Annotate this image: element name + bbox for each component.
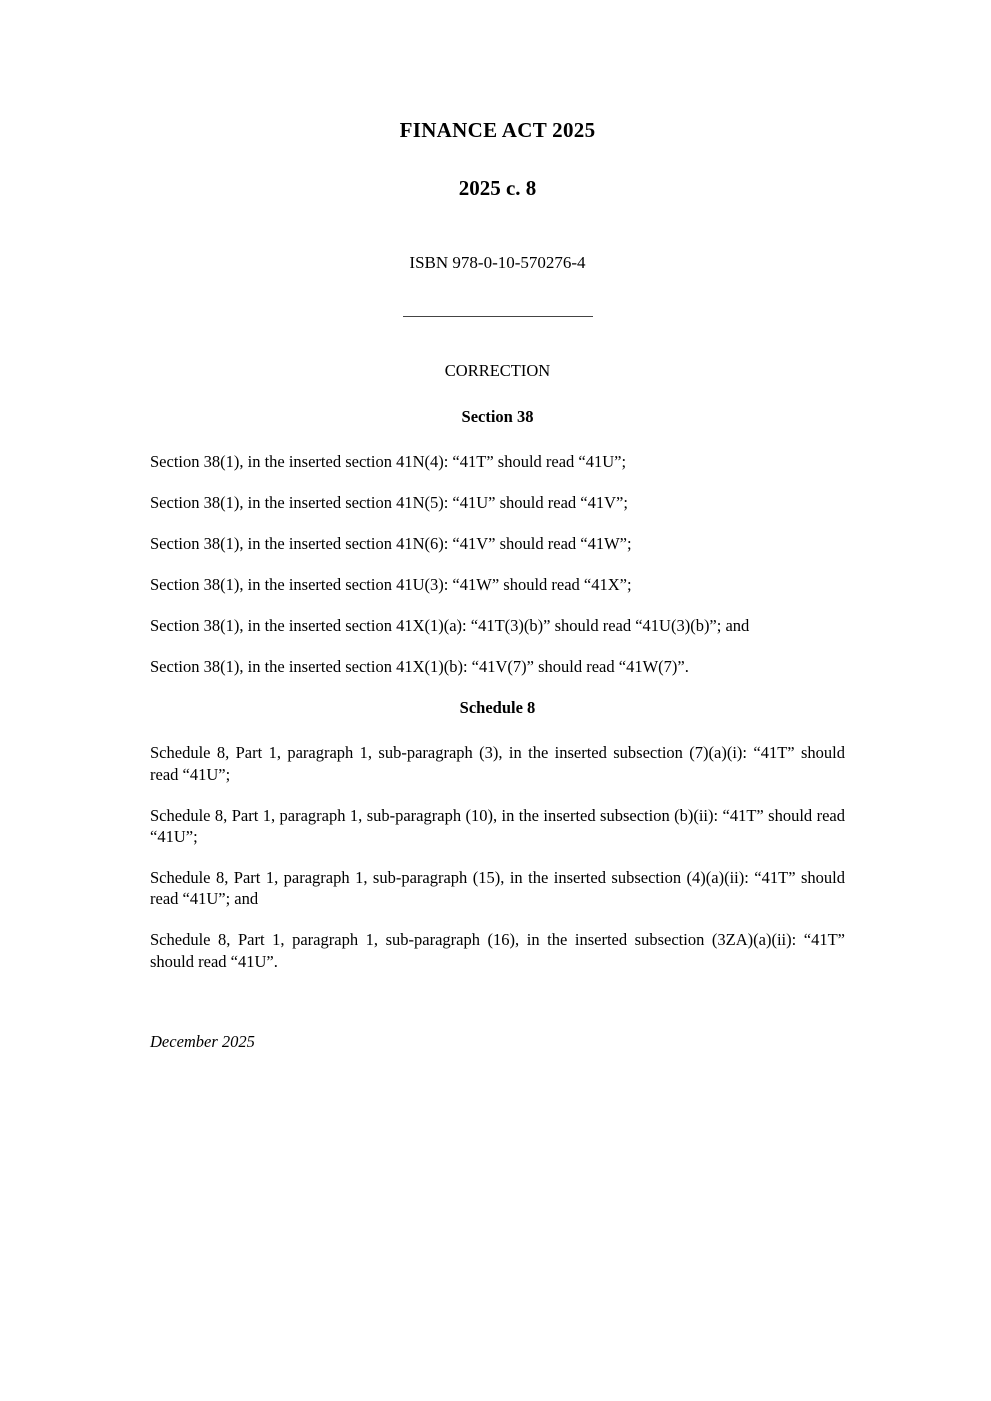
correction-paragraph: Section 38(1), in the inserted section 41N(5): “41U” should read “41V”; <box>150 492 628 512</box>
correction-paragraph: Section 38(1), in the inserted section 41N(6): “41V” should read “41W”; <box>150 533 632 553</box>
document-title: FINANCE ACT 2025 <box>399 118 596 142</box>
correction-paragraph: Schedule 8, Part 1, paragraph 1, sub-paragraph (15), in the inserted subsection (4)(a)(ii): “41T” should read “41U”; and <box>150 867 845 909</box>
section-38-heading: Section 38 <box>461 407 534 426</box>
isbn-line: ISBN 978-0-10-570276-4 <box>409 253 586 272</box>
correction-paragraph: Section 38(1), in the inserted section 41X(1)(a): “41T(3)(b)” should read “41U(3)(b)”; and <box>150 615 750 635</box>
date-line: December 2025 <box>150 1032 255 1052</box>
correction-paragraph: Section 38(1), in the inserted section 41U(3): “41W” should read “41X”; <box>150 574 632 594</box>
correction-paragraph: Schedule 8, Part 1, paragraph 1, sub-paragraph (16), in the inserted subsection (3ZA)(a)(ii): “41T” should read “41U”. <box>150 930 845 971</box>
chapter-number: 2025 c. 8 <box>458 176 537 200</box>
correction-paragraph: Section 38(1), in the inserted section 41N(4): “41T” should read “41U”; <box>150 452 627 471</box>
correction-paragraph: Schedule 8, Part 1, paragraph 1, sub-paragraph (10), in the inserted subsection (b)(ii): “41T” should read “41U”; <box>150 805 845 846</box>
correction-heading: CORRECTION <box>444 361 551 380</box>
schedule-8-heading: Schedule 8 <box>459 698 536 718</box>
correction-paragraph: Section 38(1), in the inserted section 41X(1)(b): “41V(7)” should read “41W(7)”. <box>150 656 689 676</box>
divider-rule <box>403 316 593 317</box>
correction-paragraph: Schedule 8, Part 1, paragraph 1, sub-paragraph (3), in the inserted subsection (7)(a)(i): “41T” should read “41U”; <box>150 743 845 784</box>
